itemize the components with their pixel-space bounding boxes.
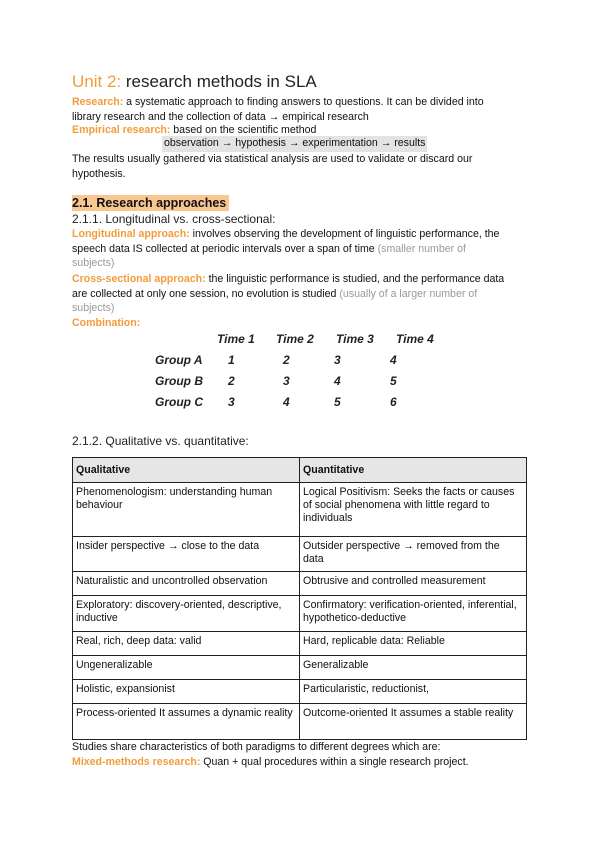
studies-paragraph: Studies share characteristics of both paradigms to different degrees which are: (72, 741, 441, 753)
results-paragraph-cont: hypothesis. (72, 168, 126, 180)
table-row (73, 704, 527, 740)
cross-sectional-approach: Cross-sectional approach: the linguistic performance is studied, and the performance data (72, 273, 505, 285)
grid-row-label: Group C (155, 395, 203, 409)
longitudinal-term: Longitudinal approach: (72, 228, 190, 240)
grid-cell: 4 (390, 353, 397, 367)
table-cell: Outcome-oriented It assumes a stable reality (300, 704, 527, 740)
longitudinal-approach-cont: speech data IS collected at periodic intervals over a span of time (smaller number of (72, 243, 466, 255)
table-cell: Naturalistic and uncontrolled observation (73, 572, 300, 596)
cross-sectional-approach-note: subjects) (72, 302, 115, 314)
table-cell: Process-oriented It assumes a dynamic reality (73, 704, 300, 740)
results-paragraph: The results usually gathered via statistical analysis are used to validate or discard our (72, 153, 473, 165)
cross-sectional-approach-cont: are collected at only one session, no evolution is studied (usually of a larger number of (72, 288, 478, 300)
table-row (73, 680, 527, 704)
grid-header: Time 4 (396, 332, 434, 346)
table-header: Quantitative (300, 458, 527, 483)
table-cell: Ungeneralizable (73, 656, 300, 680)
table-cell: Real, rich, deep data: valid (73, 632, 300, 656)
research-definition: Research: a systematic approach to finding answers to questions. It can be divided into (72, 96, 484, 108)
grid-header: Time 3 (336, 332, 374, 346)
table-cell: Hard, replicable data: Reliable (300, 632, 527, 656)
table-cell: Particularistic, reductionist, (300, 680, 527, 704)
research-definition-cont: library research and the collection of data → empirical research (72, 111, 369, 123)
longitudinal-approach-note: subjects) (72, 257, 115, 269)
mixed-methods-definition: Mixed-methods research: Quan + qual procedures within a single research project. (72, 756, 469, 768)
grid-header: Time 2 (276, 332, 314, 346)
grid-cell: 3 (334, 353, 341, 367)
table-row (73, 483, 527, 537)
grid-cell: 5 (334, 395, 341, 409)
table-row (73, 537, 527, 572)
table-row (73, 632, 527, 656)
subheading-qualitative-quantitative: 2.1.2. Qualitative vs. quantitative: (72, 434, 249, 448)
table-cell: Insider perspective → close to the data (73, 537, 300, 572)
grid-cell: 2 (228, 374, 235, 388)
mixed-methods-term: Mixed-methods research: (72, 756, 201, 768)
longitudinal-approach: Longitudinal approach: involves observing the development of linguistic performance, the (72, 228, 500, 240)
grid-header: Time 1 (217, 332, 255, 346)
grid-row-label: Group B (155, 374, 203, 388)
grid-cell: 1 (228, 353, 235, 367)
grid-cell: 4 (283, 395, 290, 409)
table-cell: Confirmatory: verification-oriented, inferential, hypothetico-deductive (300, 596, 527, 632)
table-row (73, 656, 527, 680)
cross-sectional-term: Cross-sectional approach: (72, 273, 206, 285)
title-text: research methods in SLA (121, 72, 317, 91)
grid-cell: 6 (390, 395, 397, 409)
page-title (72, 72, 317, 92)
empirical-research-definition: Empirical research: based on the scientific method (72, 124, 317, 136)
grid-cell: 5 (390, 374, 397, 388)
table-cell: Outsider perspective → removed from the data (300, 537, 527, 572)
empirical-term: Empirical research: (72, 124, 171, 136)
table-header: Qualitative (73, 458, 300, 483)
grid-cell: 3 (283, 374, 290, 388)
grid-cell: 3 (228, 395, 235, 409)
qualitative-quantitative-table (72, 457, 527, 740)
combination-label: Combination: (72, 317, 141, 329)
combination-grid (72, 332, 528, 416)
subheading-longitudinal-cross-sectional: 2.1.1. Longitudinal vs. cross-sectional: (72, 212, 276, 226)
grid-cell: 2 (283, 353, 290, 367)
table-cell: Holistic, expansionist (73, 680, 300, 704)
section-heading-research-approaches: 2.1. Research approaches (72, 195, 229, 211)
grid-row-label: Group A (155, 353, 203, 367)
grid-cell: 4 (334, 374, 341, 388)
table-row (73, 572, 527, 596)
scientific-method-flow: observation → hypothesis → experimentation → results (162, 136, 427, 152)
table-cell: Obtrusive and controlled measurement (300, 572, 527, 596)
unit-label: Unit 2: (72, 72, 122, 91)
table-header-row (73, 458, 527, 483)
table-cell: Generalizable (300, 656, 527, 680)
research-term: Research (72, 96, 120, 108)
table-cell: Phenomenologism: understanding human behaviour (73, 483, 300, 537)
table-row (73, 596, 527, 632)
table-cell: Exploratory: discovery-oriented, descriptive, inductive (73, 596, 300, 632)
table-cell: Logical Positivism: Seeks the facts or causes of social phenomena with little regard to individuals (300, 483, 527, 537)
